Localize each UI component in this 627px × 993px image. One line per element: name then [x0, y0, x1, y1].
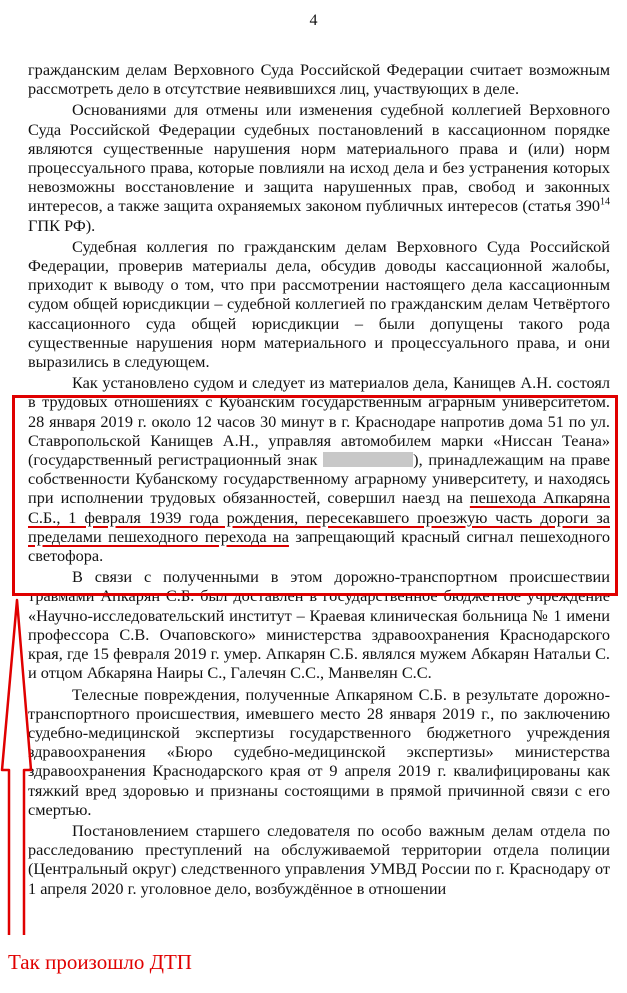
paragraph-facts: [28, 373, 610, 565]
paragraph-grounds-end: ГПК РФ).: [28, 215, 96, 235]
paragraph-continuation: гражданским делам Верховного Суда Российской Федерации считает возможным рассмотреть дело в отсутствие неявившихся лиц, участвующих в деле.: [28, 60, 610, 99]
paragraph-forensics: Телесные повреждения, полученные Апкаряном С.Б. в результате дорожно-транспортного происшествия, имевшего место 28 января 2019 г., по заключению судебно-медицинской экспертизы государственного бюджетного учреждения здравоохранения «Бюро судебно-медицинской экспертизы» министерства здравоохранения Краснодарского края от 9 апреля 2019 г. квалифицированы как тяжкий вред здоровью и признаны состоящими в прямой причинной связи с его смертью.: [28, 684, 610, 819]
page-number: 4: [309, 12, 318, 29]
paragraph-injuries: В связи с полученными в этом дорожно-транспортном происшествии травмами Апкарян С.Б. был доставлен в государственное бюджетное учреждение «Научно-исследовательский институт – Краевая клиническая больница № 1 имени профессора С.В. Очаповского» министерства здравоохранения Краснодарского края, где 15 февраля 2019 г. умер. Апкарян С.Б. являлся мужем Абкарян Натальи С. и отцом Абкаряна Наиры С., Галечян С.С., Манвелян С.С.: [28, 567, 610, 683]
document-body: [28, 60, 610, 898]
arrow-outline: [2, 600, 31, 935]
underlined-pedestrian-text: пешехода Апкаряна С.Б., 1 февраля 1939 года рождения, пересекавшего проезжую часть дороги за пределами пешеходного перехода на: [28, 488, 610, 546]
article-superscript: 14: [600, 197, 610, 208]
paragraph-facts-mid: ), принадлежащим на праве собственности Кубанскому государственному аграрному университету, и находясь при исполнении трудовых обязанностей, совершил наезд на: [28, 450, 610, 508]
paragraph-investigation: Постановлением старшего следователя по особо важным делам отдела по расследованию преступлений на обслуживаемой территории отдела полиции (Центральный округ) следственного управления УМВД России по г. Краснодару от 1 апреля 2020 г. уголовное дело, возбуждённое в отношении: [28, 820, 610, 898]
paragraph-grounds: [28, 100, 610, 234]
paragraph-facts-text: Как установлено судом и следует из материалов дела, Канищев А.Н. состоял в трудовых отношениях с Кубанским государственным аграрным университетом. 28 января 2019 г. около 12 часов 30 минут в г. Краснодаре напротив дома 51 по ул. Ставропольской Канищев А.Н., управляя автомобилем марки «Ниссан Теана» (государственный регистрационный знак: [28, 373, 610, 470]
annotation-caption: Так произошло ДТП: [8, 950, 192, 974]
paragraph-grounds-text: Основаниями для отмены или изменения судебной коллегией Верховного Суда Российской Федерации судебных постановлений в кассационном порядке являются существенные нарушения норм материального права и (или) норм процессуального права, которые повлияли на исход дела и без устранения которых невозможны восстановление и защита нарушенных прав, свобод и законных интересов, а также защита охраняемых законом публичных интересов (статья 390: [28, 100, 610, 216]
paragraph-facts-end: запрещающий красный сигнал пешеходного светофора.: [28, 526, 610, 566]
redacted-plate-number: [323, 452, 413, 467]
paragraph-collegium: Судебная коллегия по гражданским делам Верховного Суда Российской Федерации, проверив материалы дела, обсудив доводы кассационной жалобы, приходит к выводу о том, что при рассмотрении настоящего дела кассационным судом общей юрисдикции – судебной коллегией по гражданским делам Четвёртого кассационного суда общей юрисдикции – были допущены такого рода существенные нарушения норм материального и процессуального права, и они выразились в следующем.: [28, 236, 610, 372]
